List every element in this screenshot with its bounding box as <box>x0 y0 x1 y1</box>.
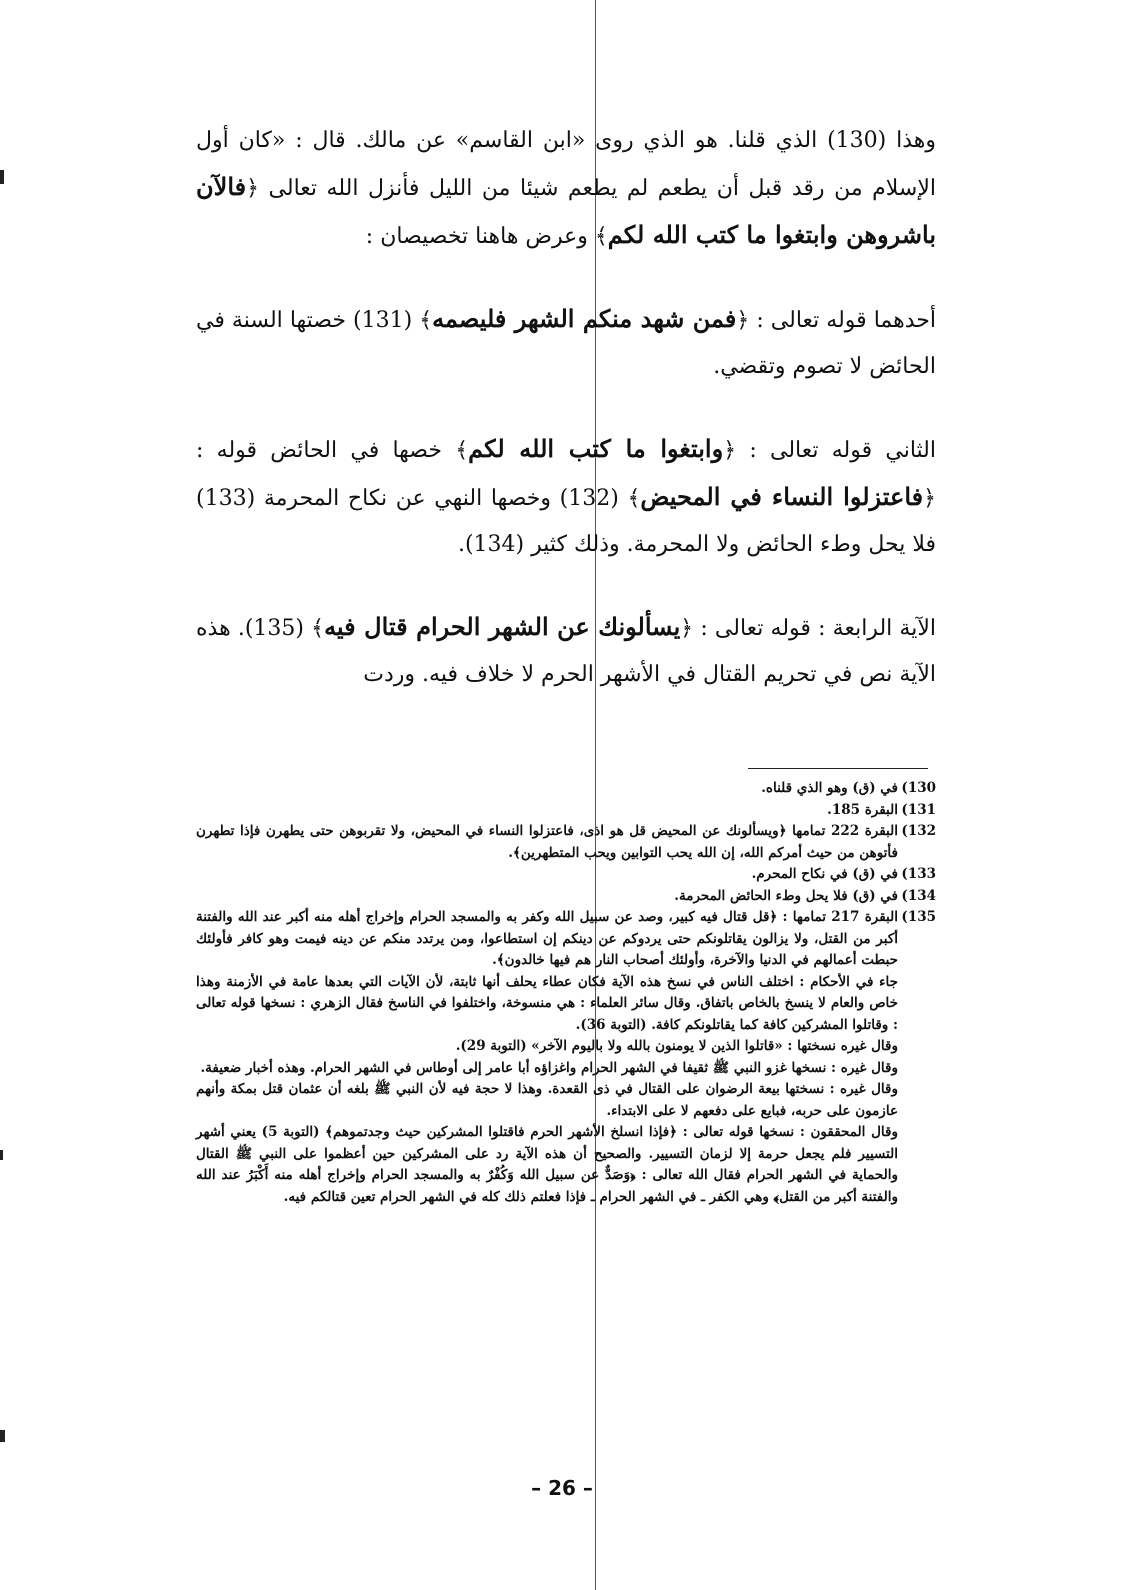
footnote <box>196 778 936 800</box>
footnote-continuation: وقال غيره : نسختها بيعة الرضوان على القتال في ذى القعدة. وهذا لا حجة فيه لأن النبي ﷺ بلغه أن عثمان قتل بمكة وأنهم عازمون على حربه، فبايع على دفعهم لا على الابتداء. <box>196 1081 898 1119</box>
footnotes <box>196 778 936 1208</box>
paragraph-2: أحدهما قوله تعالى : ﴿فمن شهد منكم الشهر فليصمه﴾ (131) خصتها السنة في الحائض لا تصوم وتقضي. <box>196 304 937 379</box>
footnote-number: 133) <box>901 866 936 882</box>
footnote-text: في (ق) فلا يحل وطء الحائض المحرمة. <box>674 887 898 904</box>
footnote-number: 134) <box>901 887 936 904</box>
footnote-continuation: وقال غيره : نسخها غزو النبي ﷺ ثقيفا في الشهر الحرام واغزاؤه أبا عامر إلى أوطاس في الشهر الحرام. وهذه أخبار ضعيفة. <box>200 1059 898 1076</box>
footnote-number: 130) <box>901 780 936 796</box>
footnote-number: 135) <box>901 909 936 925</box>
paragraph-1: وهذا (130) الذي قلنا. هو الذي روى «ابن القاسم» عن مالك. قال : «كان أول الإسلام من رقد قبل أن يطعم لم يطعم شيئا من الليل فأنزل الله تعالى ﴿فالآن باشروهن وابتغوا ما كتب الله لكم﴾ وعرض هاهنا تخصيصان : <box>196 128 936 249</box>
edge-mark-bottom <box>0 1430 5 1442</box>
paragraph-3: الثاني قوله تعالى : ﴿وابتغوا ما كتب الله لكم﴾ خصها في الحائض قوله : ﴿فاعتزلوا النساء في المحيض﴾ (132) وخصها النهي عن نكاح المحرمة (133) فلا يحل وطء الحائض ولا المحرمة. وذلك كثير (134). <box>196 434 937 557</box>
quran-quote: يسألونك عن الشهر الحرام قتال فيه <box>324 612 681 641</box>
footnote <box>196 821 936 864</box>
footnote <box>196 864 936 886</box>
quran-quote: فاعتزلوا النساء في المحيض <box>640 482 924 511</box>
edge-mark-middle <box>0 1150 3 1160</box>
footnote <box>196 907 936 972</box>
footnote-text: البقرة 217 تمامها : ﴿قل قتال فيه كبير، وصد عن سبيل الله وكفر به والمسجد الحرام وإخراج أهله منه أكبر عند الله والفتنة أكبر من القتل، ولا يزالون يقاتلونكم حتى يردوكم عن دينكم إن استطاعوا، ومن يرتدد منكم عن دينه فيمت وهو كافر فأولئك حبطت أعمالهم في الدنيا والآخرة، وأولئك أصحاب النار هم فيها خالدون﴾. <box>196 909 898 968</box>
footnote-separator <box>748 768 928 769</box>
footnote-text: البقرة 185. <box>827 801 898 818</box>
page-number: – 26 – <box>531 1476 593 1500</box>
footnote-continuation: وقال المحققون : نسخها قوله تعالى : ﴿فإذا انسلخ الأشهر الحرم فاقتلوا المشركين حيث وجدتموهم﴾ (التوبة 5) يعني أشهر التسيير فلم يجعل حرمة إلا لزمان التسيير. والصحيح أن هذه الآية رد على المشركين حين أعظموا على النبي ﷺ القتال والحماية في الشهر الحرام فقال الله تعالى : ﴿وَصَدٌّ عن سبيل الله وَكُفْرٌ به والمسجد الحرام وإخراج أهله منه أَكْبَرُ عند الله والفتنة أكبر من القتل﴾ وهي الكفر ـ في الشهر الحرام ـ فإذا فعلتم ذلك كله في الشهر الحرام تعين قتالكم فيه. <box>196 1124 898 1205</box>
footnote-continuation: وقال غيره نسختها : «قاتلوا الذين لا يومنون بالله ولا باليوم الآخر» (التوبة 29). <box>455 1038 898 1054</box>
footnote-number: 131) <box>901 801 936 818</box>
footnote <box>196 886 936 908</box>
paragraph-4: الآية الرابعة : قوله تعالى : ﴿يسألونك عن الشهر الحرام قتال فيه﴾ (135). هذه الآية نص في تحريم القتال في الأشهر الحرم لا خلاف فيه. وردت <box>196 612 936 687</box>
footnote-continuation: جاء في الأحكام : اختلف الناس في نسخ هذه الآية فكان عطاء يحلف أنها ثابتة، لأن الآيات التي بعدها عامة في الأزمنة وهذا خاص والعام لا ينسخ بالخاص باتفاق. وقال سائر العلماء : هي منسوخة، واختلفوا في الناسخ فقال الزهري : نسخها قوله تعالى : وقاتلوا المشركين كافة كما يقاتلونكم كافة. (التوبة 36). <box>196 973 898 1033</box>
quran-quote: وابتغوا ما كتب الله لكم <box>468 434 724 463</box>
footnote-text: في (ق) في نكاح المحرم. <box>751 866 898 882</box>
footnote-text: البقرة 222 تمامها ﴿ويسألونك عن المحيض قل هو اذى، فاعتزلوا النساء في المحيض، ولا تقربوهن حتى يطهرن فإذا تطهرن فأتوهن من حيث أمركم الله، إن الله يحب التوابين ويحب المتطهرين﴾. <box>196 823 898 861</box>
edge-mark-top <box>0 170 4 184</box>
main-text <box>196 118 936 734</box>
quran-quote: فمن شهد منكم الشهر فليصمه <box>432 304 737 333</box>
quran-quote: فالآن باشروهن وابتغوا ما كتب الله لكم <box>196 172 936 249</box>
footnote-text: في (ق) وهو الذي قلناه. <box>761 780 898 796</box>
footnote <box>196 800 936 822</box>
footnote-number: 132) <box>901 823 936 839</box>
